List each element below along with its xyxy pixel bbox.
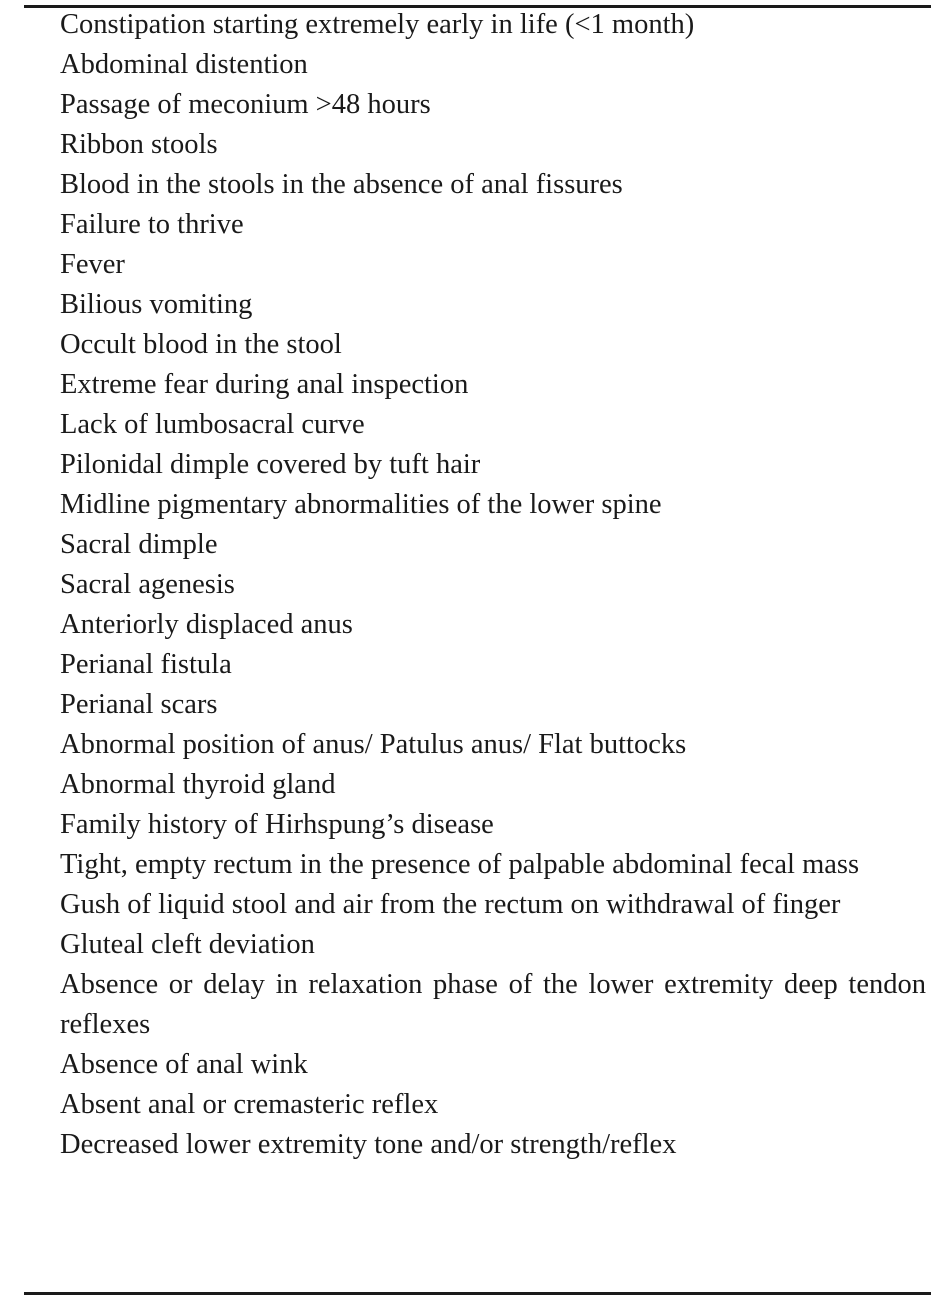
list-item: Gluteal cleft deviation: [60, 929, 315, 960]
list-item: Tight, empty rectum in the presence of palpable abdominal fecal mass: [60, 849, 860, 880]
list-item: Absence of anal wink: [60, 1049, 308, 1080]
list-item: Family history of Hirhspung’s disease: [60, 809, 494, 840]
list-item: Absent anal or cremasteric reflex: [60, 1089, 439, 1120]
list-item: Abnormal position of anus/ Patulus anus/ Flat buttocks: [60, 729, 687, 760]
list-item: Abnormal thyroid gland: [60, 769, 336, 800]
list-item: Bilious vomiting: [60, 289, 253, 320]
list-item: Lack of lumbosacral curve: [60, 409, 365, 440]
list-item: Extreme fear during anal inspection: [60, 369, 469, 400]
list-item: Constipation starting extremely early in life (<1 month): [60, 9, 695, 40]
list-item: Anteriorly displaced anus: [60, 609, 353, 640]
list-item: Decreased lower extremity tone and/or strength/reflex: [60, 1129, 677, 1160]
list-item: Blood in the stools in the absence of anal fissures: [60, 169, 623, 200]
list-item: Passage of meconium >48 hours: [60, 89, 431, 120]
list-item: Midline pigmentary abnormalities of the lower spine: [60, 489, 662, 520]
list-item: Occult blood in the stool: [60, 329, 342, 360]
list-item: Fever: [60, 249, 125, 280]
list-item: Sacral agenesis: [60, 569, 235, 600]
list-item: Failure to thrive: [60, 209, 244, 240]
table-bottom-rule: [24, 1292, 931, 1295]
list-item: Perianal fistula: [60, 649, 232, 680]
list-item: Sacral dimple: [60, 529, 218, 560]
list-item: Ribbon stools: [60, 129, 218, 160]
list-item: Pilonidal dimple covered by tuft hair: [60, 449, 481, 480]
red-flag-list: [60, 5, 926, 1165]
list-item: Perianal scars: [60, 689, 218, 720]
list-item: Gush of liquid stool and air from the rectum on withdrawal of finger: [60, 889, 841, 920]
list-item: Abdominal distention: [60, 49, 308, 80]
list-item: Absence or delay in relaxation phase of the lower extremity deep tendon reflexes: [60, 969, 926, 1040]
